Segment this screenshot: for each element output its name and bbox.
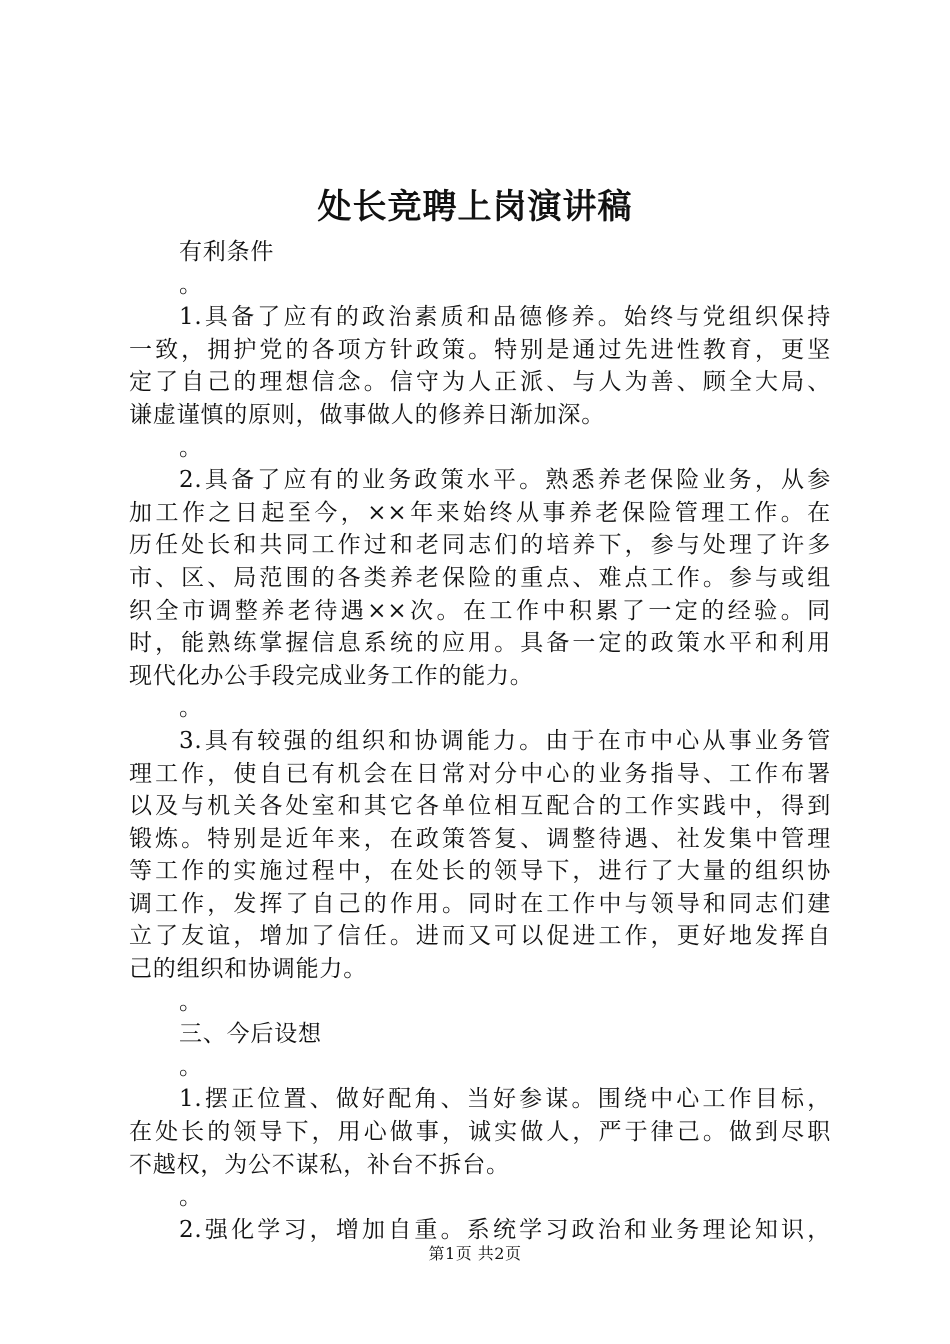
paragraph-line: 立了友谊，增加了信任。进而又可以促进工作，更好地发挥自 [129, 923, 831, 950]
paragraph-separator: 。 [179, 1184, 203, 1211]
document-title: 处长竞聘上岗演讲稿 [317, 187, 633, 227]
paragraph-line: 现代化办公手段完成业务工作的能力。 [129, 662, 534, 689]
paragraph-line: 织全市调整养老待遇××次。在工作中积累了一定的经验。同 [129, 597, 831, 624]
paragraph-line: 3.具有较强的组织和协调能力。由于在市中心从事业务管 [179, 727, 831, 754]
paragraph-line: 谦虚谨慎的原则，做事做人的修养日渐加深。 [129, 401, 605, 428]
paragraph-separator: 。 [179, 434, 203, 461]
paragraph-line: 己的组织和协调能力。 [129, 956, 367, 983]
paragraph-line: 2.强化学习，增加自重。系统学习政治和业务理论知识， [179, 1216, 831, 1243]
paragraph-line: 2.具备了应有的业务政策水平。熟悉养老保险业务，从参 [179, 467, 831, 494]
paragraph-line: 历任处长和共同工作过和老同志们的培养下，参与处理了许多 [129, 532, 831, 559]
paragraph-line: 在处长的领导下，用心做事，诚实做人，严于律己。做到尽职 [129, 1119, 831, 1146]
paragraph-line: 市、区、局范围的各类养老保险的重点、难点工作。参与或组 [129, 564, 831, 591]
paragraph-line: 调工作，发挥了自己的作用。同时在工作中与领导和同志们建 [129, 890, 831, 917]
heading-favorable-conditions: 有利条件 [179, 239, 275, 265]
paragraph-line: 一致，拥护党的各项方针政策。特别是通过先进性教育，更坚 [129, 336, 831, 363]
document-body [129, 236, 831, 1246]
paragraph-line: 锻炼。特别是近年来，在政策答复、调整待遇、社发集中管理 [129, 825, 831, 852]
paragraph-line: 不越权，为公不谋私，补台不拆台。 [129, 1151, 510, 1178]
paragraph-separator: 。 [179, 988, 203, 1015]
paragraph-line: 以及与机关各处室和其它各单位相互配合的工作实践中，得到 [129, 793, 831, 820]
paragraph-line: 理工作，使自已有机会在日常对分中心的业务指导、工作布署 [129, 760, 831, 787]
paragraph-separator: 。 [179, 271, 203, 298]
paragraph-line: 1.摆正位置、做好配角、当好参谋。围绕中心工作目标， [179, 1086, 831, 1113]
paragraph-line: 定了自己的理想信念。信守为人正派、与人为善、顾全大局、 [129, 369, 831, 396]
paragraph-separator: 。 [179, 695, 203, 722]
paragraph-line: 时，能熟练掌握信息系统的应用。具备一定的政策水平和利用 [129, 630, 831, 657]
page-number-footer: 第1页 共2页 [428, 1244, 522, 1263]
paragraph-separator: 。 [179, 1053, 203, 1080]
paragraph-line: 1.具备了应有的政治素质和品德修养。始终与党组织保持 [179, 304, 831, 331]
paragraph-line: 等工作的实施过程中，在处长的领导下，进行了大量的组织协 [129, 858, 831, 885]
section-heading: 三、今后设想 [179, 1021, 322, 1048]
paragraph-line: 加工作之日起至今，××年来始终从事养老保险管理工作。在 [129, 499, 831, 526]
